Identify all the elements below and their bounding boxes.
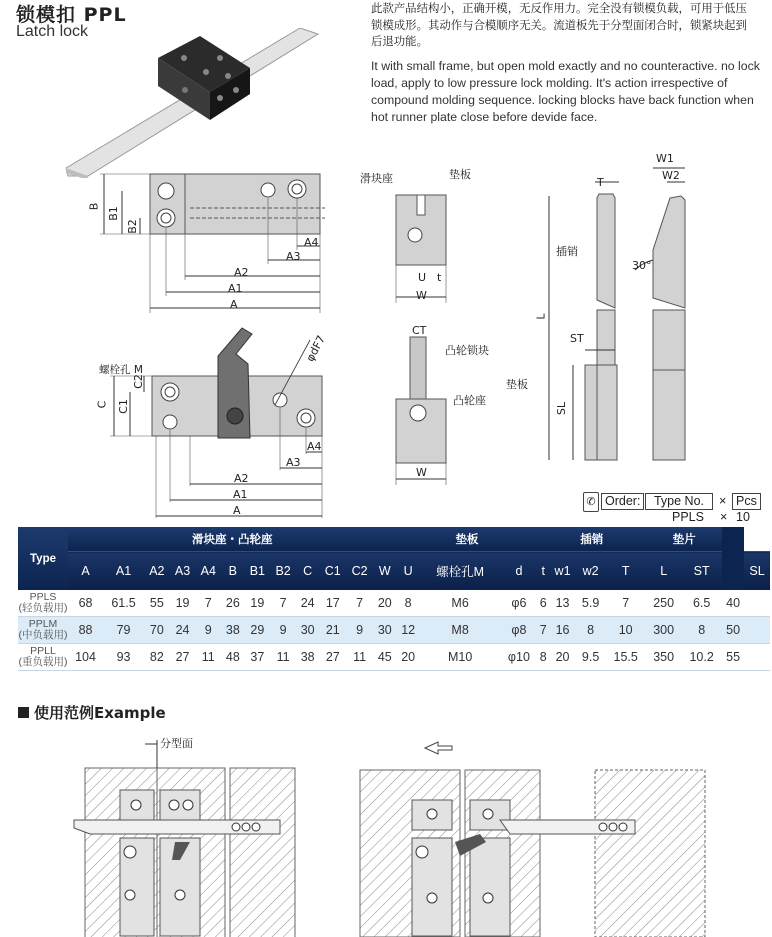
type-cell <box>18 590 68 617</box>
column-header: W <box>373 552 396 591</box>
table-cell: 8 <box>537 644 549 671</box>
dim-T: T <box>597 176 604 189</box>
group-header-2: 插销 <box>537 527 646 552</box>
table-cell: 19 <box>245 590 271 617</box>
order-unit: Pcs <box>732 493 761 510</box>
column-header: C <box>296 552 319 591</box>
table-cell: 104 <box>68 644 103 671</box>
column-header: C1 <box>319 552 346 591</box>
column-header: 螺栓孔M <box>420 552 501 591</box>
dim-A4: A4 <box>304 236 319 249</box>
example-title-text: 使用范例Example <box>34 704 166 722</box>
table-cell: M10 <box>420 644 501 671</box>
table-cell: 24 <box>170 617 196 644</box>
table-group-header <box>18 527 770 552</box>
column-header: B <box>221 552 244 591</box>
product-photo <box>60 28 320 178</box>
angle-30: 30° <box>632 259 652 272</box>
parting-face-label: 分型面 <box>160 737 193 750</box>
table-cell: 9.5 <box>576 644 605 671</box>
dim-A: A <box>230 298 238 311</box>
column-header: A1 <box>103 552 144 591</box>
table-cell: 55 <box>722 644 744 671</box>
dim-W2: W2 <box>662 169 680 182</box>
dim-CT: CT <box>412 324 427 337</box>
table-cell: 70 <box>144 617 170 644</box>
dim-B2: B2 <box>125 219 139 234</box>
table-cell: 5.9 <box>576 590 605 617</box>
dim-A1: A1 <box>228 282 243 295</box>
table-cell: 30 <box>373 617 396 644</box>
pad-label: 垫板 <box>449 168 471 181</box>
table-cell: φ10 <box>500 644 537 671</box>
dim-C1: C1 <box>116 399 130 414</box>
spec-table <box>18 527 770 671</box>
table-cell: 6.5 <box>681 590 722 617</box>
table-cell: 38 <box>221 617 244 644</box>
type-cell <box>18 617 68 644</box>
pin-drawing <box>535 160 695 465</box>
order-times-2: × <box>720 510 728 524</box>
table-cell: 16 <box>549 617 576 644</box>
table-cell: 7 <box>195 590 221 617</box>
table-cell: M6 <box>420 590 501 617</box>
table-cell: 45 <box>373 644 396 671</box>
table-cell: 7 <box>605 590 646 617</box>
table-cell: 37 <box>245 644 271 671</box>
table-cell: 10.2 <box>681 644 722 671</box>
table-cell: 20 <box>549 644 576 671</box>
page-title-en: Latch lock <box>16 23 89 40</box>
table-cell: 10 <box>605 617 646 644</box>
table-row <box>18 617 770 644</box>
type-code: PPLS <box>29 591 57 603</box>
column-header: C2 <box>346 552 373 591</box>
order-label: Order: <box>601 493 644 510</box>
extra-cell <box>744 617 770 644</box>
type-code: PPLL <box>30 645 56 657</box>
table-cell: 9 <box>270 617 296 644</box>
phone-icon: ✆ <box>583 492 599 512</box>
table-cell: 79 <box>103 617 144 644</box>
pad2-label: 垫板 <box>506 378 528 391</box>
table-cell: 29 <box>245 617 271 644</box>
table-cell: 13 <box>549 590 576 617</box>
table-cell: 12 <box>396 617 419 644</box>
dim-C: C <box>95 400 109 409</box>
cam-seat-drawing <box>100 320 330 520</box>
type-header: Type <box>18 527 68 590</box>
type-load: (中负载用) <box>18 629 68 641</box>
page-title-cn: 锁模扣 PPL <box>16 4 127 26</box>
table-cell: 88 <box>68 617 103 644</box>
type-load: (轻负载用) <box>18 602 68 614</box>
table-cell: 61.5 <box>103 590 144 617</box>
type-cell <box>18 644 68 671</box>
dim-C2: C2 <box>131 374 145 389</box>
table-cell: 8 <box>396 590 419 617</box>
table-cell: 30 <box>296 617 319 644</box>
pad-drawing <box>390 185 460 495</box>
group-header-1: 垫板 <box>396 527 537 552</box>
table-row <box>18 590 770 617</box>
example-drawing <box>60 730 770 937</box>
table-cell: 93 <box>103 644 144 671</box>
dim-W: W <box>416 289 427 302</box>
table-cell: 350 <box>646 644 681 671</box>
dim-t: t <box>437 271 442 284</box>
dim-W-2: W <box>416 466 427 479</box>
table-cell: 19 <box>170 590 196 617</box>
extra-cell <box>744 644 770 671</box>
column-header: T <box>605 552 646 591</box>
column-header: A2 <box>144 552 170 591</box>
table-cell: 300 <box>646 617 681 644</box>
dim-SL: SL <box>555 401 569 416</box>
table-cell: 82 <box>144 644 170 671</box>
dim-A2-2: A2 <box>234 472 249 485</box>
table-cell: 40 <box>722 590 744 617</box>
column-header: L <box>646 552 681 591</box>
column-header: SL <box>744 552 770 591</box>
description-cn: 此款产品结构小，正确开模，无反作用力。完全没有锁模负载，可用于低压锁模成形。其动作与合模顺序无关。流道板先于分型面闭合时，锁紧块起到后退功能。 <box>371 1 747 48</box>
table-cell: 38 <box>296 644 319 671</box>
table-cell: 27 <box>319 644 346 671</box>
column-header: U <box>396 552 419 591</box>
dim-ST: ST <box>570 332 584 345</box>
column-header: B1 <box>245 552 271 591</box>
table-cell: 7 <box>270 590 296 617</box>
extra-header-cell <box>722 527 744 590</box>
dim-B: B <box>87 202 101 211</box>
column-header: t <box>537 552 549 591</box>
column-header: B2 <box>270 552 296 591</box>
table-cell: 7 <box>346 590 373 617</box>
table-cell: 26 <box>221 590 244 617</box>
table-cell: 8 <box>576 617 605 644</box>
table-cell: M8 <box>420 617 501 644</box>
column-header: A3 <box>170 552 196 591</box>
dim-A-2: A <box>233 504 241 517</box>
dim-W1: W1 <box>656 152 674 165</box>
table-cell: 50 <box>722 617 744 644</box>
table-cell: 7 <box>537 617 549 644</box>
table-cell: 11 <box>346 644 373 671</box>
table-cell: 68 <box>68 590 103 617</box>
table-cell: 15.5 <box>605 644 646 671</box>
description-en: It with small frame, but open mold exactly and no counteractive. no lock load, apply to low pressure lock molding. It's action irrespective of compound molding sequence. locking blocks have back function when hot runner plate close before devide face. <box>371 59 760 124</box>
column-header: ST <box>681 552 722 591</box>
example-title <box>18 702 166 723</box>
column-header: d <box>500 552 537 591</box>
order-times-1: × <box>719 494 727 508</box>
table-cell: 9 <box>195 617 221 644</box>
dim-A3: A3 <box>286 250 301 263</box>
order-example-type: PPLS <box>672 510 704 524</box>
table-cell: 8 <box>681 617 722 644</box>
table-cell: 17 <box>319 590 346 617</box>
column-header: A4 <box>195 552 221 591</box>
extra-cell <box>744 590 770 617</box>
table-column-header <box>18 552 770 591</box>
table-cell: 6 <box>537 590 549 617</box>
table-cell: 250 <box>646 590 681 617</box>
column-header: w1 <box>549 552 576 591</box>
table-cell: 11 <box>195 644 221 671</box>
table-cell: 9 <box>346 617 373 644</box>
group-header-3: 垫片 <box>646 527 722 552</box>
table-row <box>18 644 770 671</box>
cam-seat-label: 凸轮座 <box>453 394 486 407</box>
table-cell: 21 <box>319 617 346 644</box>
table-cell: 48 <box>221 644 244 671</box>
table-cell: 20 <box>396 644 419 671</box>
table-cell: 11 <box>270 644 296 671</box>
dim-A1-2: A1 <box>233 488 248 501</box>
table-cell: 55 <box>144 590 170 617</box>
dim-A4-2: A4 <box>307 440 322 453</box>
type-code: PPLM <box>28 618 58 630</box>
column-header: A <box>68 552 103 591</box>
group-header-0: 滑块座・凸轮座 <box>68 527 396 552</box>
table-cell: φ6 <box>500 590 537 617</box>
dim-B1: B1 <box>106 206 120 221</box>
cam-lock-label: 凸轮锁块 <box>445 344 489 357</box>
order-example-qty: 10 <box>736 510 750 524</box>
dim-U: U <box>418 271 427 284</box>
dim-L: L <box>534 313 548 320</box>
pin-label: 插销 <box>556 245 578 258</box>
dim-A3-2: A3 <box>286 456 301 469</box>
type-load: (重负载用) <box>18 656 68 668</box>
table-cell: 20 <box>373 590 396 617</box>
slide-seat-label: 滑块座 <box>360 172 393 185</box>
table-cell: 27 <box>170 644 196 671</box>
table-cell: 24 <box>296 590 319 617</box>
column-header: w2 <box>576 552 605 591</box>
table-cell: φ8 <box>500 617 537 644</box>
dim-dF7: φdF7 <box>303 333 329 364</box>
bolt-hole-label: 螺栓孔 M <box>99 364 143 376</box>
dim-A2: A2 <box>234 266 249 279</box>
order-type-label: Type No. <box>645 493 713 510</box>
